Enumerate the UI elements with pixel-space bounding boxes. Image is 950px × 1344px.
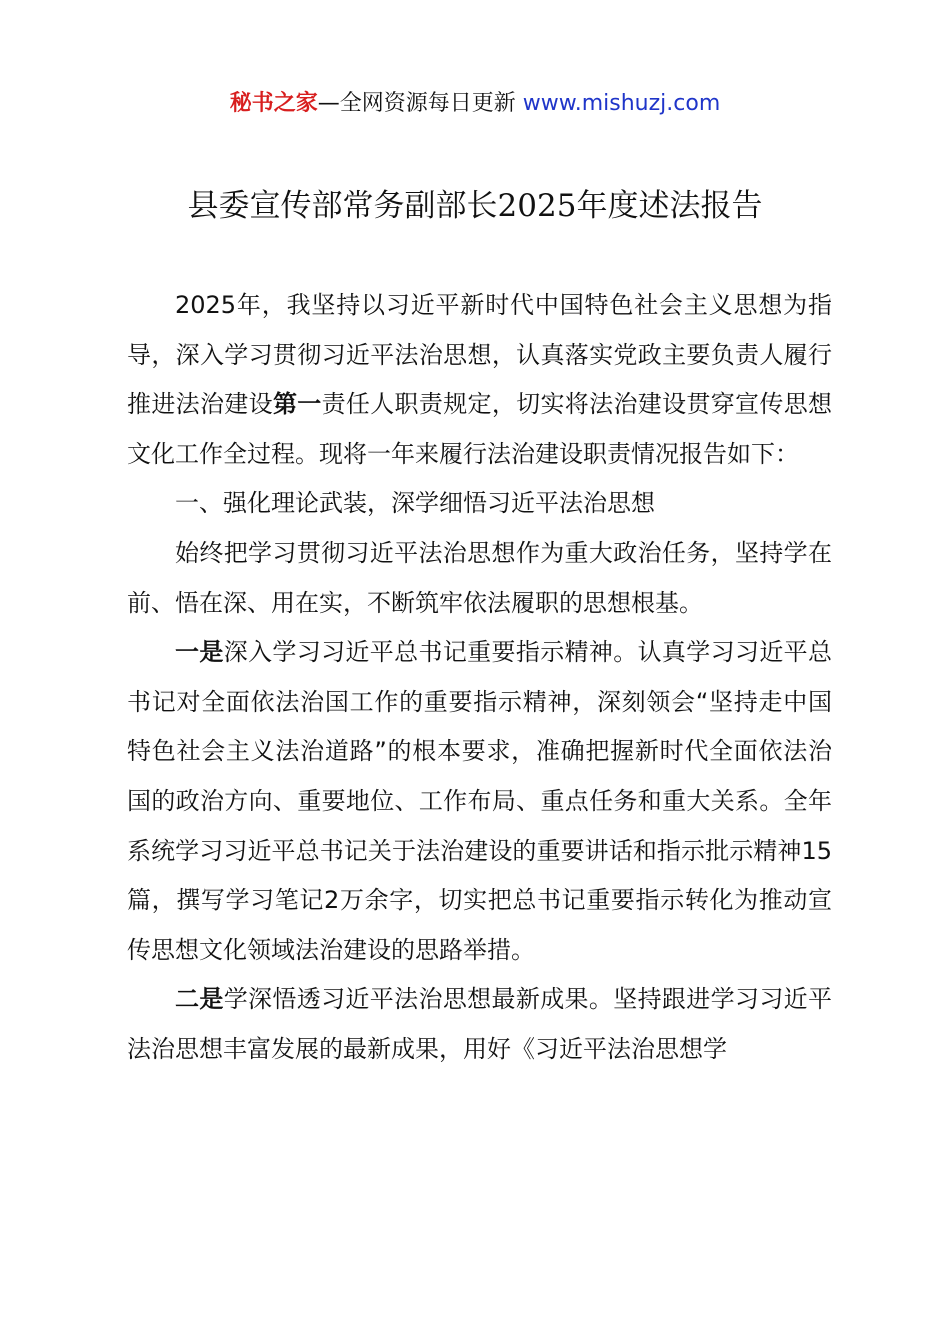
site-url-link[interactable]: www.mishuzj.com	[522, 91, 721, 116]
intro-paragraph	[127, 281, 832, 479]
document-title: 县委宣传部常务副部长2025年度述法报告	[187, 188, 763, 224]
intro-text-part1: 2025年，我坚持以习近平新时代中国特色社会主义思想为指导，深入学习贯彻习近平法治思想，认真落实党政主要负责人履行推进法治建设	[127, 291, 832, 419]
point-2-lead: 二是	[175, 985, 224, 1014]
point-1-text: 深入学习习近平总书记重要指示精神。认真学习习近平总书记对全面依法治国工作的重要指示精神，深刻领会“坚持走中国特色社会主义法治道路”的根本要求，准确把握新时代全面依法治国的政治方向、重要地位、工作布局、重点任务和重大关系。全年系统学习习近平总书记关于法治建设的重要讲话和指示批示精神15篇，撰写学习笔记2万余字，切实把总书记重要指示转化为推动宣传思想文化领域法治建设的思路举措。	[127, 638, 833, 964]
point-2-paragraph	[127, 975, 832, 1074]
site-brand: 秘书之家	[229, 91, 318, 116]
point-1-lead: 一是	[175, 638, 224, 667]
point-2-text: 学深悟透习近平法治思想最新成果。坚持跟进学习习近平法治思想丰富发展的最新成果，用好《习近平法治思想学	[127, 985, 833, 1063]
section-1-heading: 一、强化理论武装，深学细悟习近平法治思想	[175, 489, 655, 518]
section-1-intro: 始终把学习贯彻习近平法治思想作为重大政治任务，坚持学在前、悟在深、用在实，不断筑牢依法履职的思想根基。	[127, 538, 832, 617]
point-1-paragraph	[127, 628, 832, 975]
intro-text-part2: 责任人职责规定，切实将法治建设贯穿宣传思想文化工作全过程。现将一年来履行法治建设职责情况报告如下：	[127, 390, 833, 468]
document-body	[127, 281, 832, 1075]
site-tagline: —全网资源每日更新	[317, 91, 523, 116]
intro-bold-text: 第一	[272, 390, 322, 419]
site-header	[0, 88, 950, 120]
